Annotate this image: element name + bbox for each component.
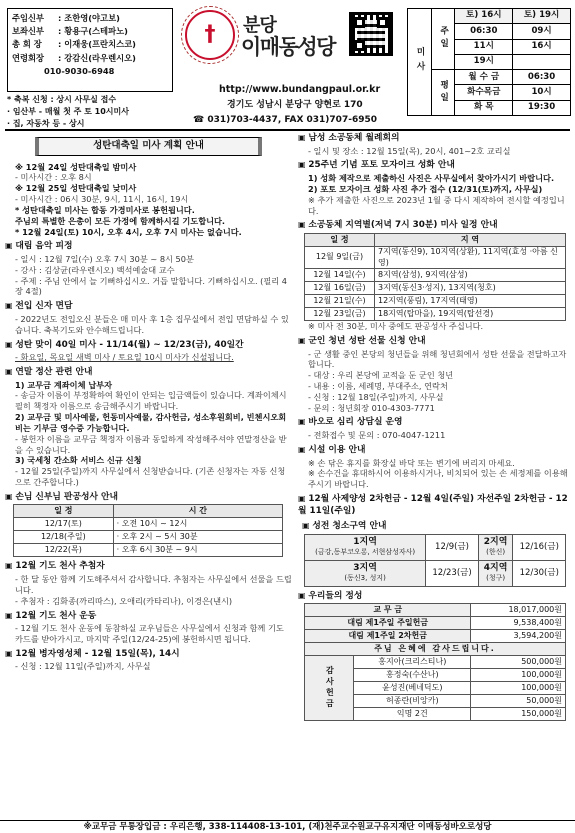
district-note: ※ 미사 전 30분, 미사 중에도 판공성사 주십니다. (308, 321, 484, 332)
logo-main-text: 이매동성당 (241, 35, 335, 59)
prayer-angel-campaign: ▣ 12월 기도 천사 운동 - 12월 기도 천사 운동에 동참하실 교우님들은 사무실에서 신청과 함께 기도 카드를 받아가시고, 마지막 주일(12/24-25)에 봉헌하시면 됩니다. (5, 611, 292, 645)
donor-amount: 500,000원 (471, 656, 566, 669)
text-line: - 2022년도 전입오신 분들은 매 미사 후 1층 집무실에서 전입 면담하실 수 있습니다. 축복기도와 안수해드립니다. (15, 313, 289, 335)
text-line: - 전화접수 및 문의 : 070-4047-1211 (308, 430, 446, 441)
text-line: 1) 교무금 계좌이체 납부자 (15, 379, 113, 390)
facility-usage: ▣ 시설 이용 안내 ※ 손 닦은 휴지를 화장실 바닥 또는 변기에 버리지 마세요. ※ 손수건을 휴대하시어 이용하시거나, 비치되어 있는 손 세정제를 이용해 주시기 바랍니다. (298, 445, 570, 490)
staff-row (12, 65, 168, 78)
text-line: - 봉헌자 이름을 교무금 책정자 이름과 동일하게 작성해주셔야 연말정산을 받을 수 있습니다. (15, 433, 287, 455)
offer-amount: 9,538,400원 (471, 617, 566, 630)
staff-row (12, 52, 168, 65)
phone-fax: ☎ 031)703-4437, FAX 031)707-6950 (193, 115, 377, 125)
tax-settlement: ▣ 연말 정산 관련 안내 1) 교무금 계좌이체 납부자 - 송금자 이름이 부정확하여 확인이 안되는 입금액들이 있습니다. 계좌이체시 필히 책정자 이름으로 송금해주시기 바랍니다. 2) 교무금 및 미사예물, 헌동미사예물, 감사헌금, 성소후원회비, 빈첸시오회비는 기부금 영수증 가능합니다. - 봉헌자 이름을 교무금 책정자 이름과 동일하게 작성해주셔야 연말정산을 받을 수 있습니다. 3) 국세청 간소화 서비스 신규 신청 - 12월 25일(주일)까지 사무실에서 신청받습니다. (기존 신청자는 자동 신청으로 간주합니다.) (5, 367, 292, 488)
prayer-angel-winners: ▣ 12월 기도 천사 추첨자 - 한 달 동안 함께 기도해주셔서 감사합니다. 추첨자는 사무실에서 선물을 드립니다. - 추첨자 : 김화종(까리따스), 오애리(카타리나), 이경은(낸시) (5, 561, 292, 606)
clean-sub: (한신) (486, 548, 506, 557)
sched-area: 18지역(탑마을), 19지역(탑선경) (375, 308, 566, 321)
text-line: - 대상 : 우리 본당에 교적을 둔 군인 청년 (308, 370, 454, 381)
text-line: - 일시 : 12월 7일(수) 오후 7시 30분 ~ 8시 50분 (15, 253, 194, 264)
text-line: - 일시 및 장소 : 12월 15일(목), 20시, 401~2호 교리실 (308, 145, 511, 156)
second-collection: ▣ 12월 사제양성 2차헌금 - 12월 4일(주일) 자선주일 2차헌금 - 12월 11일(주일) (298, 494, 570, 517)
table-row (305, 534, 566, 560)
sched-area: 3지역(동신3·성지), 13지역(청호) (375, 282, 566, 295)
staff-name: : 황용구(스테파노) (58, 26, 128, 37)
qr-code-icon (349, 12, 393, 56)
text-line: - 추첨자 : 김화종(까리따스), 오애리(카타리나), 이경은(낸시) (15, 595, 233, 606)
clean-area: 4지역 (483, 563, 508, 574)
offer-amount: 3,594,200원 (471, 630, 566, 643)
text-line: ※ 12월 24일 성탄대축일 밤미사 (15, 161, 137, 172)
confession-time: · 오후 2시 ~ 5시 30분 (113, 531, 282, 544)
parish-logo (185, 10, 347, 72)
sched-date: 12월 9일(금) (305, 246, 375, 268)
donor-amount: 100,000원 (471, 669, 566, 682)
thanks-header: 주님 은혜에 감사드립니다. (305, 643, 566, 656)
text-line: - 군 생활 중인 본당의 청년들을 위해 청년회에서 성탄 선물을 전달하고자 합니다. (308, 348, 567, 370)
text-line: - 화요일, 목요일 새벽 미사 / 토요일 10시 미사가 신설됩니다. (15, 352, 234, 363)
table-row (305, 282, 566, 295)
clean-date: 12/30(금) (513, 560, 566, 586)
website-url[interactable]: http://www.bundangpaul.or.kr (219, 84, 381, 95)
text-line: - 문의 : 청년회장 010-4303-7771 (308, 402, 435, 413)
mass-schedule-table: 미사 주일 토) 16시 토) 19시 06:30 09시 11시 16시 19시 평일 월 수 금 06:30 화수목금 10시 화 목 19:30 (407, 8, 571, 116)
christmas-notice (5, 162, 292, 238)
donor-name: 홍지아(크리스티나) (354, 656, 471, 669)
staff-name: 010-9030-6948 (44, 65, 115, 76)
donor-amount: 50,000원 (471, 695, 566, 708)
text-line: 2) 포토 모자이크 성화 사진 추가 접수 (12/31(토)까지, 사무실) (308, 183, 543, 194)
sched-date: 12월 14일(수) (305, 269, 375, 282)
offer-amount: 18,017,000원 (471, 604, 566, 617)
confession-table: 일 정 시 간 12/17(토) · 오전 10시 ~ 12시 12/18(주일) · 오후 2시 ~ 5시 30분 12/22(목) · 오후 6시 30분 ~ 9시 (13, 504, 283, 557)
footer-bank-info: ※교무금 무통장입금 : 우리은행, 338-114408-13-101, (재)천주교수원교구유지재단 이매동성바오로성당 (0, 820, 575, 833)
table-row (305, 617, 566, 630)
donor-amount: 150,000원 (471, 708, 566, 721)
header (5, 4, 570, 131)
text-line: - 주제 : 주님 안에서 늘 기뻐하십시오. 거듭 말합니다. 기뻐하십시오. (필리 4장 4절) (15, 275, 288, 297)
sick-communion: ▣ 12월 병자영성체 - 12월 15일(목), 14시 - 신청 : 12월 11일(주일)까지, 사무실 (5, 649, 292, 672)
donor-name: 홍정숙(수산나) (354, 669, 471, 682)
offer-name: 교 무 금 (305, 604, 471, 617)
staff-role: 주임신부 (12, 13, 45, 23)
confession-date: 12/22(목) (14, 544, 114, 557)
text-line: * 성탄대축일 미사는 합동 가경미사로 봉헌됩니다. (15, 204, 195, 215)
text-line: - 신청 : 12월 18일(주일)까지, 사무실 (308, 391, 444, 402)
note-line: · 집, 자동차 등 - 상시 (7, 118, 85, 128)
logo-top-text: 분당 (243, 15, 276, 36)
text-line: - 송금자 이름이 부정확하여 확인이 안되는 입금액들이 있습니다. 계좌이체시 필히 책정자 이름으로 송금해주시기 바랍니다. (15, 390, 287, 412)
sched-date: 12월 16일(금) (305, 282, 375, 295)
clean-area: 2지역 (483, 537, 508, 548)
text-line: 1) 성화 제작으로 제출하신 사진은 사무실에서 찾아가시기 바랍니다. (308, 173, 555, 184)
staff-name: : 강감신(라우렌시오) (58, 52, 136, 63)
table-row (305, 560, 566, 586)
christmas-title: 성탄대축일 미사 계획 안내 (35, 137, 262, 156)
confession-date: 12/18(주일) (14, 531, 114, 544)
staff-name: : 조한영(야고보) (58, 13, 120, 23)
offerings: ▣ 우리들의 정성 교 무 금 18,017,000원 대림 제1주일 주일헌금 9,538,400원 대림 제1주일 2차헌금 3,594,200원 주님 은혜에 감사드립니다. 감사헌금 홍지아(크리스티나) 500,000원 홍정숙(수산나) 100,000원 윤성진(베네딕도) 100,000원 허종란(비앙카) 50,000원 익명 2건 150,000원 (298, 591, 570, 722)
text-line: 2) 교무금 및 미사예물, 헌동미사예물, 감사헌금, 성소후원회비, 빈첸시오회비는 기부금 영수증 가능합니다. (15, 412, 287, 433)
right-column (298, 133, 570, 725)
text-line: * 12월 24일(토) 10시, 오후 4시, 오후 7시 미사는 없습니다. (15, 226, 242, 237)
text-line: - 내용 : 이름, 세례명, 부대주소, 연락처 (308, 380, 448, 391)
thanks-side-label: 감사헌금 (305, 656, 354, 721)
clean-date: 12/9(금) (426, 534, 479, 560)
clean-area: 1지역 (353, 537, 377, 548)
blessing-notes (7, 94, 173, 129)
staff-row (12, 38, 168, 51)
table-row (305, 656, 566, 669)
confession-time: · 오전 10시 ~ 12시 (113, 518, 282, 531)
text-line: - 미사시간 : 오후 8시 (15, 172, 92, 183)
text-line: - 한 달 동안 함께 기도해주셔서 감사합니다. 추첨자는 사무실에서 선물을 드립니다. (15, 574, 292, 595)
clean-sub: (청구) (486, 574, 506, 583)
cleaning-table (304, 534, 566, 587)
left-column (5, 133, 292, 676)
table-row (14, 544, 283, 557)
sched-area: 12지역(풍림), 17지역(태영) (375, 295, 566, 308)
soldier-gift: ▣ 군인 청년 성탄 선물 신청 안내 - 군 생활 중인 본당의 청년들을 위해 청년회에서 성탄 선물을 전달하고자 합니다. - 대상 : 우리 본당에 교적을 둔 군인 청년 - 내용 : 이름, 세례명, 부대주소, 연락처 - 신청 : 12월 18일(주일)까지, 사무실 - 문의 : 청년회장 010-4303-7771 (298, 336, 570, 414)
confession-time: · 오후 6시 30분 ~ 9시 (113, 544, 282, 557)
note-line: · 임산부 - 매월 첫 주 토 10시미사 (7, 106, 129, 116)
table-row (305, 604, 566, 617)
text-line: ※ 손수건을 휴대하시어 이용하시거나, 비치되어 있는 손 세정제를 이용해 주시기 바랍니다. (308, 468, 568, 490)
seal-logo-icon: † (185, 10, 235, 60)
mass-side-label: 미사 (408, 9, 432, 116)
text-line: 3) 국세청 간소화 서비스 신규 신청 (15, 455, 142, 466)
counseling: ▣ 바오로 심리 상담실 운영 - 전화접수 및 문의 : 070-4047-1211 (298, 417, 570, 440)
offer-name: 대림 제1주일 주일헌금 (305, 617, 471, 630)
staff-box (7, 8, 173, 92)
clean-sub: (동신3, 성지) (344, 574, 386, 583)
text-line: - 12월 25일(주일)까지 사무실에서 신청받습니다. (기존 신청자는 자동 신청으로 간주합니다.) (15, 466, 286, 488)
confession-date: 12/17(토) (14, 518, 114, 531)
note-line: * 축복 신청 : 상시 사무실 접수 (7, 95, 117, 104)
donor-name: 익명 2건 (354, 708, 471, 721)
clean-date: 12/23(금) (426, 560, 479, 586)
address: 경기도 성남시 분당구 양현로 170 (227, 100, 363, 110)
staff-role: 연령회장 (12, 52, 45, 63)
staff-role: 보좌신부 (12, 26, 45, 37)
newcomer-meeting: ▣ 전입 신자 면담 - 2022년도 전입오신 분들은 매 미사 후 1층 집무실에서 전입 면담하실 수 있습니다. 축복기도와 안수해드립니다. (5, 301, 292, 335)
table-row (305, 246, 566, 268)
sched-date: 12월 21일(수) (305, 295, 375, 308)
table-row (305, 269, 566, 282)
table-row (305, 295, 566, 308)
donor-amount: 100,000원 (471, 682, 566, 695)
table-row (14, 531, 283, 544)
donor-name: 허종란(비앙카) (354, 695, 471, 708)
text-line: ※ 추가 제출한 사진으로 2023년 1월 중 다시 제작하여 전시할 예정입니다. (308, 194, 565, 216)
photo-mosaic: ▣ 25주년 기념 포토 모자이크 성화 안내 1) 성화 제작으로 제출하신 사진은 사무실에서 찾아가시기 바랍니다. 2) 포토 모자이크 성화 사진 추가 접수 (12/31(토)까지, 사무실) ※ 추가 제출한 사진으로 2023년 1월 중 다시 제작하여 전시할 예정입니다. (298, 160, 570, 216)
mens-meeting: ▣ 남성 소공동체 월례회의 - 일시 및 장소 : 12월 15일(목), 20시, 401~2호 교리실 (298, 133, 570, 156)
sched-date: 12월 23일(금) (305, 308, 375, 321)
text-line: - 신청 : 12월 11일(주일)까지, 사무실 (15, 661, 151, 672)
sched-area: 8지역(삼성), 9지역(삼성) (375, 269, 566, 282)
table-row (305, 643, 566, 656)
text-line: 주님의 특별한 은총이 모든 가정에 함께하시길 기도합니다. (15, 215, 226, 226)
text-line: - 12월 기도 천사 운동에 동참하실 교우님들은 사무실에서 신청과 함께 기도 카드를 받아가시고, 마지막 주일(12/24-25)에 봉헌하시면 됩니다. (15, 623, 284, 644)
text-line: ※ 12월 25일 성탄대축일 낮미사 (15, 183, 137, 194)
text-line: ※ 손 닦은 휴지를 화장실 바닥 또는 변기에 버리지 마세요. (308, 457, 515, 468)
table-row (14, 518, 283, 531)
table-row (305, 630, 566, 643)
district-mass: ▣ 소공동체 지역별(저녁 7시 30분) 미사 일정 안내 일 정 지 역 12월 9일(금) 7지역(동신9), 10지역(상환), 11지역(효성 ·아름 신영) 12월 14일(수) 8지역(삼성), 9지역(삼성) 12월 16일(금) 3지역(동신3·성지), 13지역(청호) 12월 21일(수) 12지역(풍림), 17지역(태영) 12월 23일(금) 18지역(탑마을), 19지역(탑선경) ※ 미사 전 30분, 미사 중에도 판공성사 주십니다. (298, 220, 570, 332)
district-mass-table: 일 정 지 역 12월 9일(금) 7지역(동신9), 10지역(상환), 11지역(효성 ·아름 신영) 12월 14일(수) 8지역(삼성), 9지역(삼성) 12월 16일(금) 3지역(동신3·성지), 13지역(청호) 12월 21일(수) 12지역(풍림), 17지역(태영) 12월 23일(금) 18지역(탑마을), 19지역(탑선경) (304, 233, 566, 321)
clean-sub: (금강,동부코오롱, 서현삼성자사) (315, 548, 416, 557)
text-line: - 미사시간 : 06시 30분, 9시, 11시, 16시, 19시 (15, 194, 189, 205)
offering-table (304, 603, 566, 721)
table-row (305, 308, 566, 321)
forty-day-mass: ▣ 성탄 맞이 40일 미사 - 11/14(월) ~ 12/23(금), 40일간 - 화요일, 목요일 새벽 미사 / 토요일 10시 미사가 신설됩니다. (5, 340, 292, 363)
text-line: - 강사 : 김상균(라우렌시오) 백석예술대 교수 (15, 264, 175, 275)
staff-row (12, 25, 168, 38)
staff-role (12, 65, 44, 78)
offer-name: 대림 제1주일 2차헌금 (305, 630, 471, 643)
clean-date: 12/16(금) (513, 534, 566, 560)
staff-name: : 이재웅(프란치스코) (58, 39, 136, 50)
music-retreat: ▣ 대림 음악 피정 - 일시 : 12월 7일(수) 오후 7시 30분 ~ 8시 50분 - 강사 : 김상균(라우렌시오) 백석예술대 교수 - 주제 : 주님 안에서 늘 기뻐하십시오. 거듭 말합니다. 기뻐하십시오. (필리 4장 4절) (5, 241, 292, 297)
staff-row (12, 12, 168, 25)
cleaning-zones: ▣ 성전 청소구역 안내 1지역 (금강,동부코오롱, 서현삼성자사) 12/9(금) 2지역 (한신) 12/16(금) 3지역 (동신3, 성지) 12/23(금) 4지역 (청구) 12/30(금) (298, 521, 570, 587)
staff-role: 총 회 장 (12, 39, 42, 50)
sched-area: 7지역(동신9), 10지역(상환), 11지역(효성 ·아름 신영) (375, 246, 566, 268)
donor-name: 윤성진(베네딕도) (354, 682, 471, 695)
confession-schedule: ▣ 손님 신부님 판공성사 안내 일 정 시 간 12/17(토) · 오전 10시 ~ 12시 12/18(주일) · 오후 2시 ~ 5시 30분 12/22(목) · 오후 6시 30분 ~ 9시 (5, 492, 292, 558)
clean-area: 3지역 (353, 563, 377, 574)
